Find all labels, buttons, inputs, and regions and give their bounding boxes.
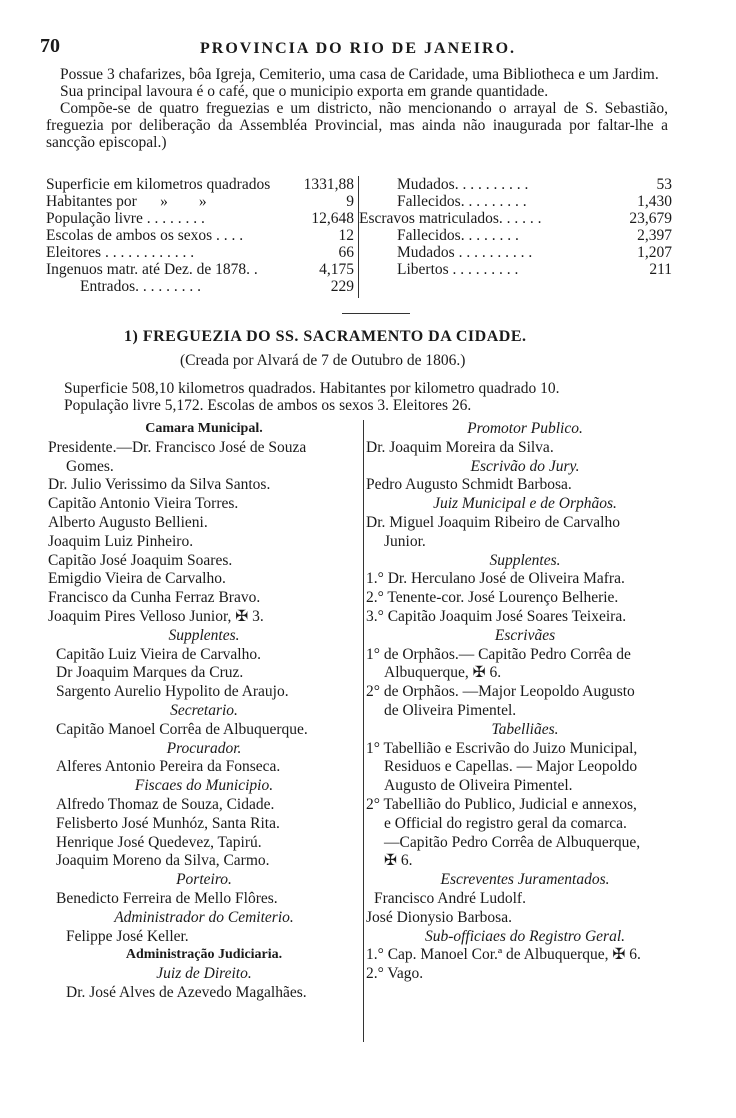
list-item: Felippe José Keller.	[66, 927, 189, 945]
subheading-escreventes: Escreventes Juramentados.	[440, 871, 610, 889]
list-item: José Dionysio Barbosa.	[366, 908, 512, 926]
stat-label: Libertos . . . . . . . . .	[397, 261, 519, 278]
subheading-secretario: Secretario.	[170, 701, 238, 719]
list-item: Capitão Antonio Vieira Torres.	[48, 495, 239, 513]
list-item: Felisberto José Munhóz, Santa Rita.	[56, 814, 280, 832]
stat-value: 9	[346, 193, 354, 210]
list-item: Francisco da Cunha Ferraz Bravo.	[48, 589, 261, 607]
stat-row	[359, 244, 676, 261]
intro-paragraph-2: Sua principal lavoura é o café, que o municipio exporta em grande quantidade.	[60, 83, 549, 100]
list-item: Gomes.	[66, 457, 114, 475]
stat-row	[46, 227, 358, 244]
column-divider	[363, 420, 364, 1042]
list-item: Benedicto Ferreira de Mello Flôres.	[56, 889, 278, 907]
stat-row	[359, 227, 676, 244]
list-item: 1° Tabellião e Escrivão do Juizo Municipal,	[366, 739, 638, 757]
list-item: Capitão Luiz Vieira de Carvalho.	[56, 645, 261, 663]
list-item: Emigdio Vieira de Carvalho.	[48, 570, 226, 588]
subheading-sub-officiaes: Sub-officiaes do Registro Geral.	[424, 927, 626, 945]
list-item: Dr. José Alves de Azevedo Magalhães.	[66, 983, 307, 1001]
subheading-supplentes: Supplentes.	[489, 551, 561, 569]
stat-row	[46, 261, 358, 278]
list-item: Henrique José Quedevez, Tapirú.	[56, 833, 262, 851]
stat-label: Mudados . . . . . . . . . .	[397, 244, 533, 261]
stat-value: 66	[338, 244, 354, 261]
page-number: 70	[40, 35, 60, 57]
stat-value: 23,679	[629, 210, 672, 227]
intro-paragraph-3: Compõe-se de quatro freguezias e um districto, não mencionando o arrayal de S. Sebastião, freguezia por deliberação da Assembléa Provincial, mas ainda não inaugurada por faltar-lhe a sancção episcopal.)	[46, 100, 668, 151]
list-item: 2.° Vago.	[366, 965, 424, 983]
list-item: 2.° Tenente-cor. José Lourenço Belherie.	[366, 589, 619, 607]
divider	[342, 313, 410, 314]
list-item: —Capitão Pedro Corrêa de Albuquerque,	[384, 833, 641, 851]
list-item: 2° de Orphãos. —Major Leopoldo Augusto	[366, 683, 635, 701]
list-item: Dr Joaquim Marques da Cruz.	[56, 664, 244, 682]
heading-camara-municipal: Camara Municipal.	[145, 421, 263, 436]
subheading-juiz-municipal: Juiz Municipal e de Orphãos.	[433, 495, 617, 513]
list-item: Capitão Manoel Corrêa de Albuquerque.	[56, 720, 308, 738]
list-item: e Official do registro geral da comarca.	[384, 814, 627, 832]
stat-value: 1,430	[637, 193, 672, 210]
directory-columns	[48, 420, 678, 1044]
intro-paragraph-1: Possue 3 chafarizes, bôa Igreja, Cemiterio, uma casa de Caridade, uma Bibliotheca e um Jardim.	[60, 66, 659, 83]
stat-label: Fallecidos. . . . . . . . .	[397, 193, 527, 210]
stat-value: 229	[330, 278, 354, 295]
stat-label: Habitantes por » »	[46, 193, 207, 210]
stat-label: Eleitores . . . . . . . . . . . .	[46, 244, 195, 261]
stat-row	[46, 210, 358, 227]
section-info	[48, 380, 674, 414]
subheading-administrador: Administrador do Cemiterio.	[114, 908, 294, 926]
subheading-fiscaes: Fiscaes do Municipio.	[134, 777, 274, 795]
stat-value: 4,175	[319, 261, 354, 278]
left-column	[48, 420, 360, 1003]
list-item: Joaquim Luiz Pinheiro.	[48, 532, 194, 550]
list-item: Joaquim Moreno da Silva, Carmo.	[56, 852, 270, 870]
stat-row	[359, 210, 676, 227]
list-item: Residuos e Capellas. — Major Leopoldo	[384, 758, 638, 776]
stat-row	[46, 278, 358, 295]
list-item: Junior.	[384, 532, 426, 550]
list-item: Francisco André Ludolf.	[374, 889, 526, 907]
subheading-supplentes: Supplentes.	[168, 626, 240, 644]
list-item: Albuquerque, ✠ 6.	[384, 664, 502, 682]
stat-value: 12,648	[311, 210, 354, 227]
intro-text	[46, 66, 668, 151]
heading-administracao-judiciaria: Administração Judiciaria.	[125, 947, 283, 963]
section-title: 1) FREGUEZIA DO SS. SACRAMENTO DA CIDADE.	[124, 328, 527, 345]
stat-label: População livre . . . . . . . .	[46, 210, 205, 227]
stat-value: 2,397	[637, 227, 672, 244]
stat-value: 211	[649, 261, 672, 278]
list-item: Dr. Joaquim Moreira da Silva.	[366, 438, 554, 456]
stat-label: Fallecidos. . . . . . . .	[397, 227, 519, 244]
stat-value: 1,207	[637, 244, 672, 261]
section-info-line-2: População livre 5,172. Escolas de ambos os sexos 3. Eleitores 26.	[64, 397, 472, 414]
subheading-promotor: Promotor Publico.	[467, 420, 583, 437]
section-info-line-1: Superficie 508,10 kilometros quadrados. Habitantes por kilometro quadrado 10.	[64, 380, 560, 397]
list-item: Joaquim Pires Velloso Junior, ✠ 3.	[48, 607, 264, 625]
right-column	[366, 420, 684, 984]
stat-row	[46, 244, 358, 261]
stat-row	[359, 176, 676, 193]
section-subtitle: (Creada por Alvará de 7 de Outubro de 1806.)	[180, 352, 466, 369]
list-item: 1.° Dr. Herculano José de Oliveira Mafra.	[366, 570, 625, 588]
statistics-right	[359, 176, 676, 278]
list-item: Capitão José Joaquim Soares.	[48, 551, 233, 569]
stat-row	[46, 176, 358, 193]
subheading-juiz-de-direito: Juiz de Direito.	[156, 965, 252, 983]
list-item: 1.° Cap. Manoel Cor.ª de Albuquerque, ✠ 6.	[366, 946, 641, 964]
subheading-escrivaes: Escrivães	[494, 626, 556, 644]
list-item: 1° de Orphãos.— Capitão Pedro Corrêa de	[366, 645, 631, 663]
list-item: Dr. Julio Verissimo da Silva Santos.	[48, 476, 271, 494]
list-item: 2° Tabellião do Publico, Judicial e annexos,	[366, 795, 637, 813]
list-item: Dr. Miguel Joaquim Ribeiro de Carvalho	[366, 513, 620, 531]
subheading-tabelliaes: Tabelliães.	[491, 720, 559, 738]
list-item: Alferes Antonio Pereira da Fonseca.	[56, 758, 281, 776]
stat-value: 1331,88	[303, 176, 354, 193]
list-item: 3.° Capitão Joaquim José Soares Teixeira.	[366, 607, 627, 625]
list-item: Augusto de Oliveira Pimentel.	[384, 777, 573, 795]
subheading-escrivao-jury: Escrivão do Jury.	[470, 457, 580, 475]
stat-value: 12	[338, 227, 354, 244]
stat-row	[359, 193, 676, 210]
list-item: Sargento Aurelio Hypolito de Araujo.	[56, 683, 289, 701]
list-item: Alfredo Thomaz de Souza, Cidade.	[56, 795, 275, 813]
subheading-procurador: Procurador.	[166, 739, 242, 757]
stat-row	[46, 193, 358, 210]
stat-row	[359, 261, 676, 278]
stat-label: Escravos matriculados. . . . . .	[359, 210, 542, 227]
list-item: Pedro Augusto Schmidt Barbosa.	[366, 476, 572, 494]
list-item: ✠ 6.	[384, 852, 413, 870]
list-item: de Oliveira Pimentel.	[384, 701, 517, 719]
stat-value: 53	[656, 176, 672, 193]
list-item: Presidente.—Dr. Francisco José de Souza	[48, 438, 307, 456]
stat-label: Ingenuos matr. até Dez. de 1878. .	[46, 261, 258, 278]
stat-label: Mudados. . . . . . . . . .	[397, 176, 529, 193]
subheading-porteiro: Porteiro.	[176, 871, 232, 889]
statistics-left	[46, 176, 359, 298]
stat-label: Escolas de ambos os sexos . . . .	[46, 227, 244, 244]
stat-label: Superficie em kilometros quadrados	[46, 176, 271, 193]
page-title: PROVINCIA DO RIO DE JANEIRO.	[200, 40, 517, 57]
stat-label: Entrados. . . . . . . . .	[80, 278, 201, 295]
list-item: Alberto Augusto Bellieni.	[48, 513, 208, 531]
page-header	[40, 35, 690, 60]
